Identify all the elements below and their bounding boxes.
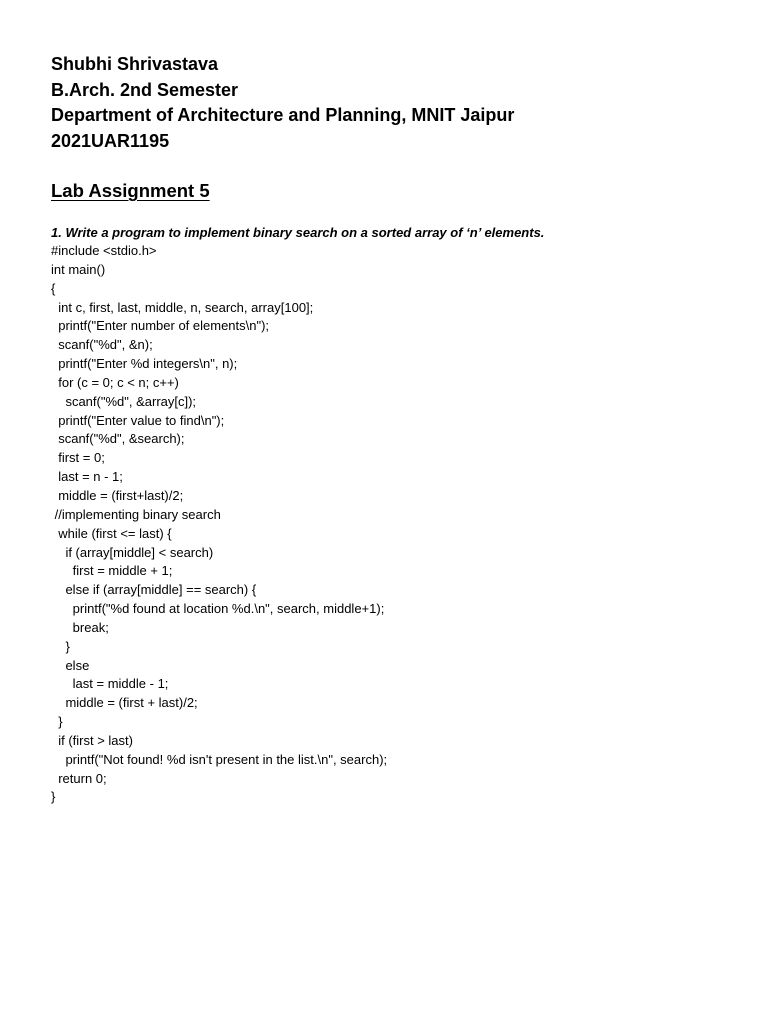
code-line: if (first > last) [51,732,133,748]
code-line: scanf("%d", &array[c]); [51,393,197,409]
code-line: printf("Enter %d integers\n", n); [51,356,238,372]
code-line: while (first <= last) { [51,525,172,541]
roll-number: 2021UAR1195 [51,130,170,151]
code-line: int c, first, last, middle, n, search, array[100]; [51,299,314,315]
course-semester: B.Arch. 2nd Semester [51,79,239,100]
code-listing [51,242,741,807]
code-line: printf("%d found at location %d.\n", search, middle+1); [51,601,385,617]
question-text: 1. Write a program to implement binary search on a sorted array of ‘n’ elements. [51,225,545,240]
code-line: int main() [51,261,106,277]
code-line: middle = (first + last)/2; [51,695,198,711]
code-line: else [51,657,90,673]
code-line: printf("Not found! %d isn't present in the list.\n", search); [51,751,388,767]
code-line: } [51,789,56,805]
code-line: scanf("%d", &n); [51,337,153,353]
code-line: } [51,714,63,730]
code-line: printf("Enter value to find\n"); [51,412,225,428]
code-line: last = middle - 1; [51,676,169,692]
code-line: middle = (first+last)/2; [51,487,184,503]
department-name: Department of Architecture and Planning, MNIT Jaipur [51,105,515,125]
code-line: #include <stdio.h> [51,243,157,258]
author-name: Shubhi Shrivastava [51,54,219,74]
code-line: first = middle + 1; [51,563,173,579]
code-line: printf("Enter number of elements\n"); [51,318,270,334]
code-line: { [51,280,56,296]
code-line: } [51,638,70,654]
code-line: //implementing binary search [51,506,221,522]
code-line: last = n - 1; [51,469,123,485]
code-line: first = 0; [51,450,105,466]
code-line: for (c = 0; c < n; c++) [51,374,179,390]
assignment-title: Lab Assignment 5 [51,180,210,201]
code-line: return 0; [51,770,107,786]
code-line: else if (array[middle] == search) { [51,582,257,598]
code-line: break; [51,619,109,635]
code-line: if (array[middle] < search) [51,544,214,560]
code-line: scanf("%d", &search); [51,431,185,447]
author-header [51,52,741,154]
